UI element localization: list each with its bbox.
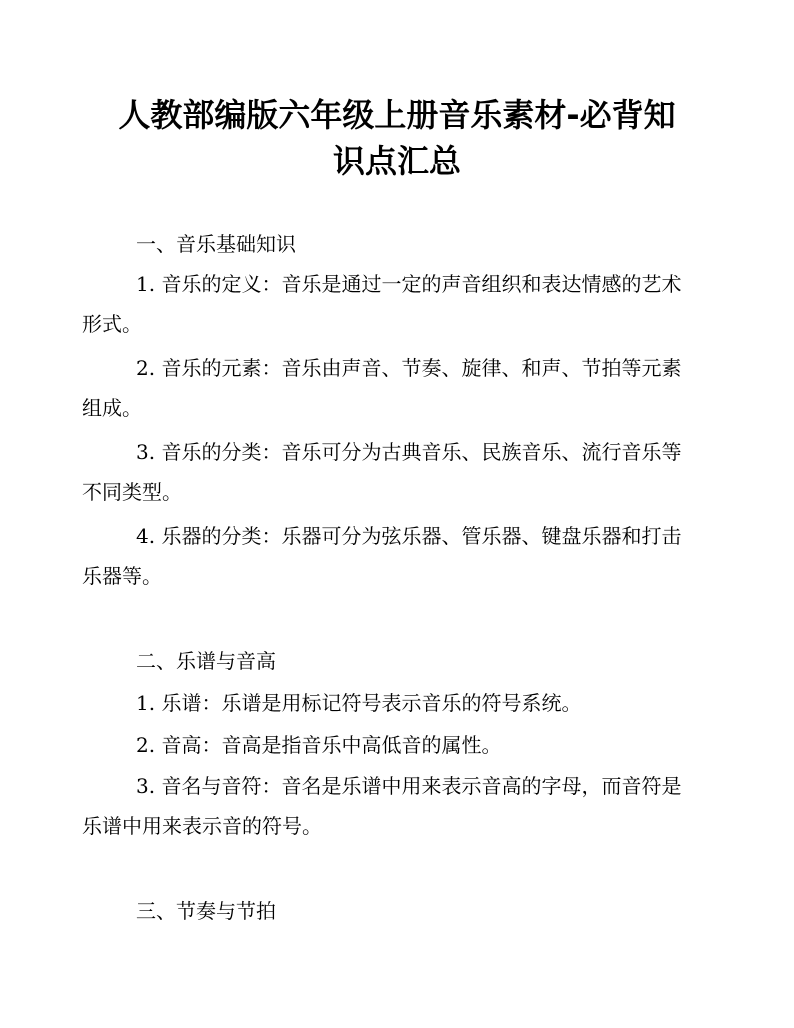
paragraph-line: 形式。 xyxy=(82,312,142,336)
paragraph-1-4 xyxy=(82,516,698,596)
section-heading-2: 二、乐谱与音高 xyxy=(136,649,276,673)
section-heading-1: 一、音乐基础知识 xyxy=(136,232,296,256)
paragraph-line: 3. 音名与音符：音名是乐谱中用来表示音高的字母，而音符是 xyxy=(136,774,682,798)
paragraph-1-2 xyxy=(82,348,698,428)
paragraph-line: 2. 音乐的元素：音乐由声音、节奏、旋律、和声、节拍等元素 xyxy=(136,356,682,380)
paragraph-2-1: 1. 乐谱：乐谱是用标记符号表示音乐的符号系统。 xyxy=(136,691,582,715)
paragraph-1-3 xyxy=(82,432,698,512)
paragraph-2-3 xyxy=(82,766,698,846)
paragraph-line: 乐谱中用来表示音的符号。 xyxy=(82,814,322,838)
paragraph-line: 1. 音乐的定义：音乐是通过一定的声音组织和表达情感的艺术 xyxy=(136,272,682,296)
document-title xyxy=(80,92,714,184)
paragraph-line: 不同类型。 xyxy=(82,480,182,504)
paragraph-line: 组成。 xyxy=(82,396,142,420)
title-line-2: 识点汇总 xyxy=(332,142,461,180)
paragraph-2-2: 2. 音高：音高是指音乐中高低音的属性。 xyxy=(136,733,502,757)
title-line-1: 人教部编版六年级上册音乐素材-必背知 xyxy=(118,96,676,134)
paragraph-line: 4. 乐器的分类：乐器可分为弦乐器、管乐器、键盘乐器和打击 xyxy=(136,524,682,548)
paragraph-line: 3. 音乐的分类：音乐可分为古典音乐、民族音乐、流行音乐等 xyxy=(136,440,682,464)
paragraph-line: 乐器等。 xyxy=(82,564,162,588)
section-heading-3: 三、节奏与节拍 xyxy=(136,899,276,923)
paragraph-1-1 xyxy=(82,264,698,344)
